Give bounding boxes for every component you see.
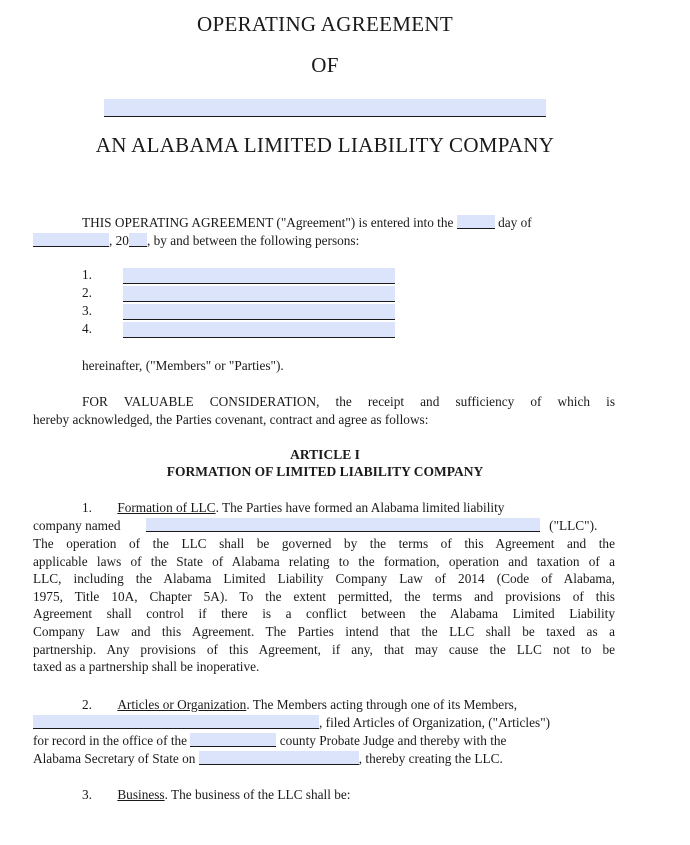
member-name-field[interactable] [33,715,319,729]
intro-text-b: day of [498,215,532,230]
section2-line4-a: Alabama Secretary of State on [33,751,196,766]
section1-line-1 [82,499,615,517]
consideration-line-2: hereby acknowledged, the Parties covenant, contract and agree as follows: [33,412,429,427]
person-name-field-2[interactable] [123,286,395,302]
section2-line3-b: county Probate Judge and thereby with the [279,733,507,748]
person-number: 4. [82,321,92,336]
section1-body-line: partnership. Any provisions of this Agreement, if any, that may cause the LLC not to be [33,641,615,657]
person-row-2 [82,285,402,302]
article-title: FORMATION OF LIMITED LIABILITY COMPANY [166,464,484,479]
person-number: 3. [82,303,92,318]
section3-line [82,786,351,804]
section1-heading: Formation of LLC [117,500,216,515]
document-title: OPERATING AGREEMENT [197,12,453,36]
filing-date-field[interactable] [199,751,359,765]
intro-text-c: , 20 [109,233,129,248]
year-field[interactable] [129,233,147,247]
section2-line3-a: for record in the office of the [33,733,188,748]
section1-llc-label: ("LLC"). [549,518,598,533]
person-row-1 [82,267,402,284]
month-field[interactable] [33,233,109,247]
section2-line-1 [82,696,615,714]
intro-text-d: , by and between the following persons: [146,233,360,248]
person-name-field-3[interactable] [123,304,395,320]
llc-name-field[interactable] [104,99,546,117]
section1-body-line: Agreement shall control if there is a conflict between the Alabama Limited Liability [33,606,615,622]
section2-line-2 [33,714,618,732]
person-number: 1. [82,267,92,282]
section2-line1-rest: . The Members acting through one of its Members, [246,697,518,712]
person-number: 2. [82,285,92,300]
intro-text-a: THIS OPERATING AGREEMENT ("Agreement") is entered into the [82,215,454,230]
section3-heading: Business [117,787,165,802]
person-row-3 [82,303,402,320]
day-field[interactable] [457,215,495,229]
consideration-line-1: FOR VALUABLE CONSIDERATION, the receipt and sufficiency of which is [82,394,615,409]
document-title-of: OF [311,53,339,77]
section1-body [33,535,615,676]
section1-company-named: company named [33,518,121,533]
intro-line-1 [82,214,610,232]
article-number: ARTICLE I [290,447,360,462]
section2-line2-text: , filed Articles of Organization, ("Articles") [319,715,551,730]
section3-rest: . The business of the LLC shall be: [164,787,351,802]
section1-body-line: 1975, Title 10A, Chapter 5A). To the extent permitted, the terms and provisions of this [33,588,615,604]
hereinafter-text: hereinafter, ("Members" or "Parties"). [82,358,284,373]
section3-number: 3. [82,787,92,802]
section2-heading: Articles or Organization [117,697,247,712]
llc-company-name-field[interactable] [146,518,540,532]
section2-number: 2. [82,697,92,712]
section2-line-3 [33,732,618,750]
county-field[interactable] [190,733,276,747]
section1-line1-rest: . The Parties have formed an Alabama limited liability [215,500,505,515]
section2-line-4 [33,750,618,768]
section1-body-line: Company Law and this Agreement. The Parties intend that the LLC shall be taxed as a [33,623,615,639]
person-row-4 [82,321,402,338]
section2-line4-b: , thereby creating the LLC. [358,751,503,766]
section1-body-line: The operation of the LLC shall be governed by the terms of this Agreement and the [33,536,615,551]
section1-body-line: applicable laws of the State of Alabama relating to the formation, operation and taxation of a [33,553,615,569]
section1-last-line: taxed as a partnership shall be inoperative. [33,659,260,675]
intro-line-2 [33,232,593,250]
section1-body-line: LLC, including the Alabama Limited Liability Company Law of 2014 (Code of Alabama, [33,571,615,587]
person-name-field-4[interactable] [123,322,395,338]
company-type-heading: AN ALABAMA LIMITED LIABILITY COMPANY [95,133,555,157]
person-name-field-1[interactable] [123,268,395,284]
section1-number: 1. [82,500,92,515]
section1-line-2 [33,517,618,535]
